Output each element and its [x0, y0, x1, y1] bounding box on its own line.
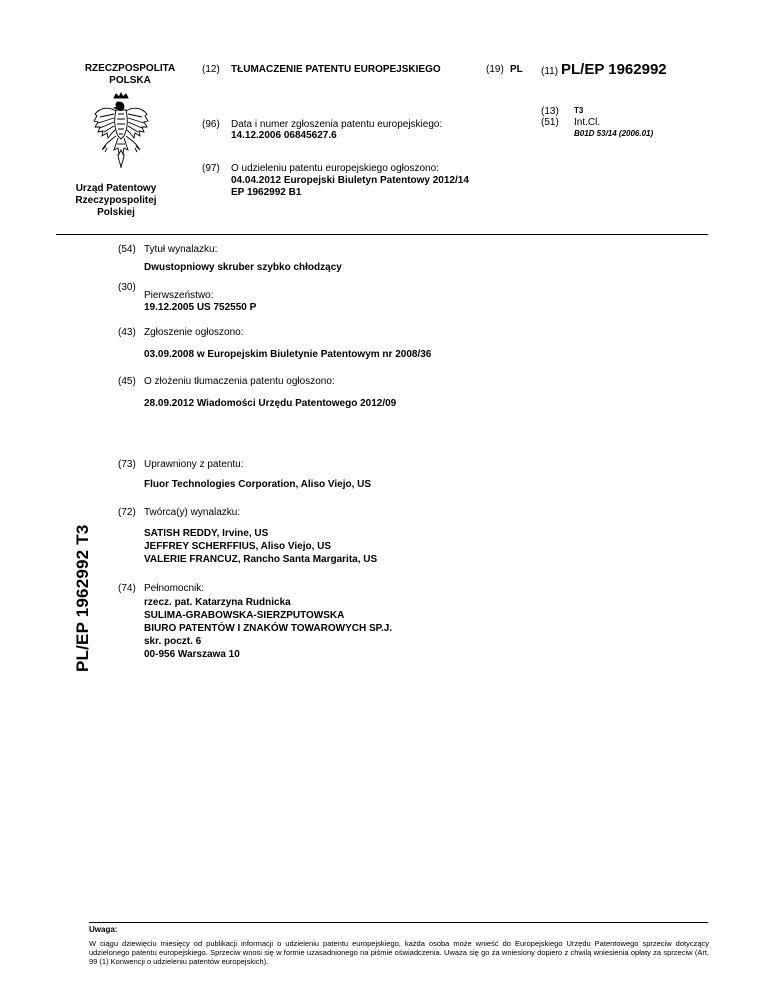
application-label: Data i numer zgłoszenia patentu europejskiego: — [231, 119, 443, 130]
proprietor-value: Fluor Technologies Corporation, Aliso Viejo, US — [144, 479, 372, 490]
application-value: 14.12.2006 06845627.6 — [231, 130, 337, 141]
publication-value: 03.09.2008 w Europejskim Biuletynie Patentowym nr 2008/36 — [144, 349, 432, 360]
footer-divider — [89, 922, 708, 923]
inventor-1: SATISH REDDY, Irvine, US — [144, 528, 269, 539]
country-line-2: POLSKA — [109, 75, 151, 86]
title-label: Tytuł wynalazku: — [144, 244, 218, 255]
intcl-value: B01D 53/14 (2006.01) — [574, 129, 654, 138]
kind-code: T3 — [574, 106, 584, 115]
code-74: (74) — [118, 583, 136, 594]
code-96: (96) — [202, 119, 220, 130]
attorney-line-4: skr. poczt. 6 — [144, 636, 202, 647]
code-13: (13) — [541, 106, 559, 117]
translation-label: O złożeniu tłumaczenia patentu ogłoszono: — [144, 376, 335, 387]
intcl-label: Int.Cl. — [574, 117, 601, 128]
country-code: PL — [510, 64, 523, 75]
grant-label: O udzieleniu patentu europejskiego ogłoszono: — [231, 163, 439, 174]
note-text: W ciągu dziewięciu miesięcy od publikacji informacji o udzieleniu patentu europejskiego, każda osoba może wnieść do Europejskiego Urzędu Patentowego sprzeciw dotyczący udzielonego patentu europejskiego. Sprzeciw wnosi się w formie uzasadnionego na piśmie oświadczenia. Uważa się go za wniesiony dopiero z chwilą wniesienia opłaty za sprzeciw (Art. 99 (1) Konwencji o udzieleniu patentów europejskich). — [89, 939, 709, 966]
priority-label: Pierwszeństwo: — [144, 290, 214, 301]
invention-title: Dwustopniowy skruber szybko chłodzący — [144, 262, 342, 273]
office-line-3: Polskiej — [97, 207, 135, 218]
side-patent-id: PL/EP 1962992 T3 — [73, 524, 92, 672]
code-73: (73) — [118, 459, 136, 470]
attorney-line-1: rzecz. pat. Katarzyna Rudnicka — [144, 597, 291, 608]
attorney-line-5: 00-956 Warszawa 10 — [144, 649, 240, 660]
attorney-line-2: SULIMA-GRABOWSKA-SIERZPUTOWSKA — [144, 610, 345, 621]
code-12: (12) — [202, 64, 220, 75]
attorney-label: Pełnomocnik: — [144, 583, 205, 594]
inventors-label: Twórca(y) wynalazku: — [144, 507, 241, 518]
document-type: TŁUMACZENIE PATENTU EUROPEJSKIEGO — [231, 64, 441, 75]
code-30: (30) — [118, 282, 136, 293]
priority-value: 19.12.2005 US 752550 P — [144, 302, 257, 313]
country-name — [84, 63, 176, 87]
publication-label: Zgłoszenie ogłoszono: — [144, 327, 244, 338]
header-divider — [56, 234, 708, 235]
code-97: (97) — [202, 163, 220, 174]
inventor-3: VALERIE FRANCUZ, Rancho Santa Margarita, US — [144, 554, 378, 565]
office-line-2: Rzeczypospolitej — [75, 195, 157, 206]
grant-ep-number: EP 1962992 B1 — [231, 187, 302, 198]
code-54: (54) — [118, 244, 136, 255]
patent-number: PL/EP 1962992 — [561, 61, 667, 78]
grant-bulletin: 04.04.2012 Europejski Biuletyn Patentowy 2012/14 — [231, 175, 469, 186]
attorney-line-3: BIURO PATENTÓW I ZNAKÓW TOWAROWYCH SP.J. — [144, 623, 393, 634]
country-line-1: RZECZPOSPOLITA — [84, 63, 176, 74]
inventor-2: JEFFREY SCHERFFIUS, Aliso Viejo, US — [144, 541, 332, 552]
code-11: (11) — [541, 66, 559, 77]
code-51: (51) — [541, 117, 559, 128]
code-45: (45) — [118, 376, 136, 387]
office-line-1: Urząd Patentowy — [75, 183, 157, 194]
code-72: (72) — [118, 507, 136, 518]
code-43: (43) — [118, 327, 136, 338]
patent-office-name — [56, 183, 176, 219]
code-19: (19) — [486, 64, 504, 75]
proprietor-label: Uprawniony z patentu: — [144, 459, 244, 470]
polish-eagle-emblem — [92, 92, 150, 170]
note-label: Uwaga: — [89, 925, 118, 934]
translation-value: 28.09.2012 Wiadomości Urzędu Patentowego 2012/09 — [144, 398, 397, 409]
